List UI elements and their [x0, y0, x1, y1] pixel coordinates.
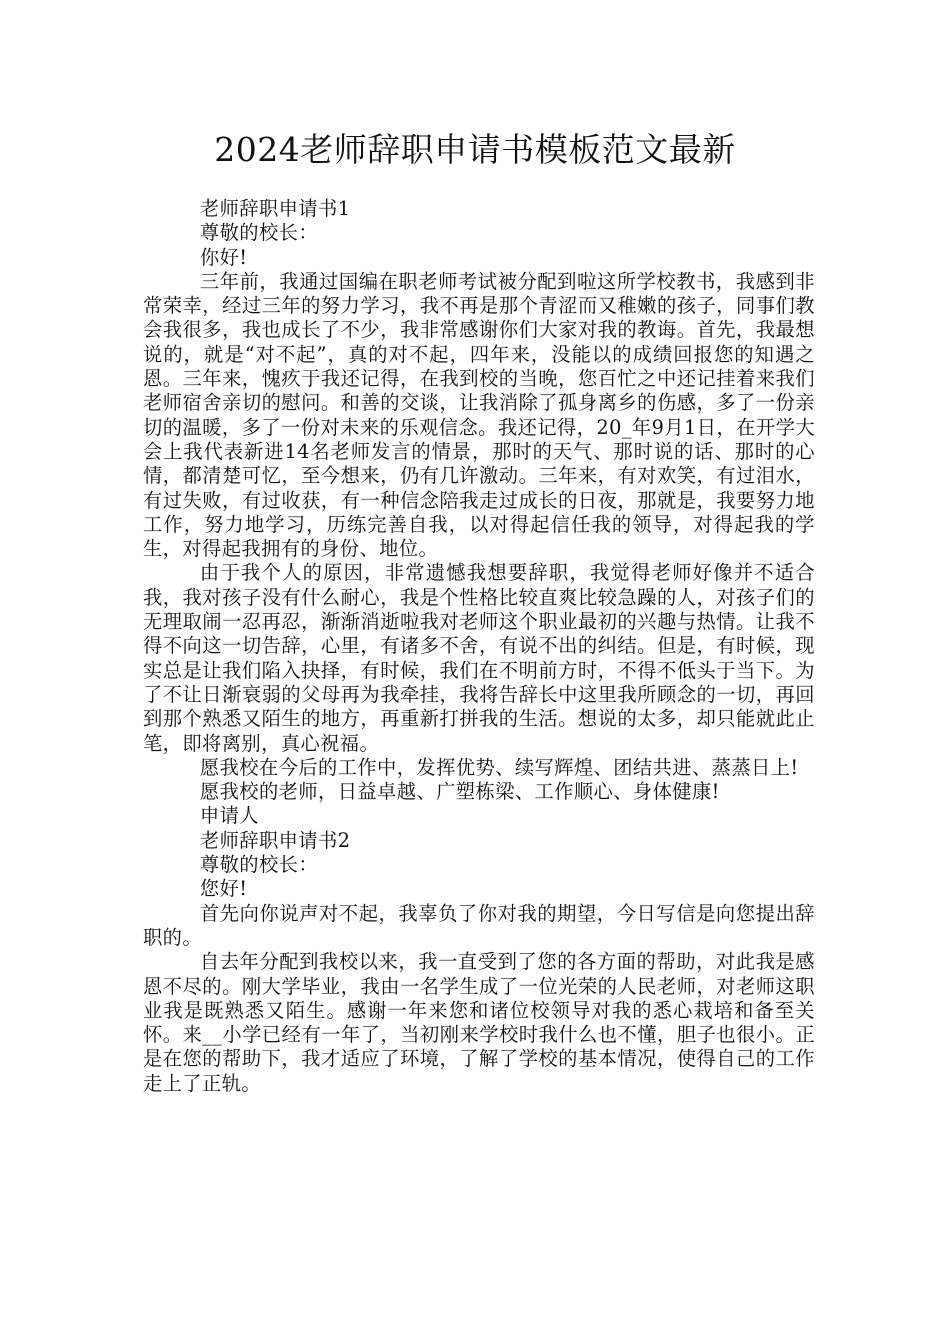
letter1-salutation: 尊敬的校长： — [199, 221, 319, 245]
letter1-paragraph: 三年前，我通过国编在职老师考试被分配到啦这所学校教书，我感到非常荣幸，经过三年的努力学习，我不再是那个青涩而又稚嫩的孩子，同事们教会我很多，我也成长了不少，我非常感谢你们大家对我的教诲。首先，我最想说的，就是“对不起”，真的对不起，四年来，没能以的成绩回报您的知遇之恩。三年来，愧疚于我还记得，在我到校的当晚，您百忙之中还记挂着来我们老师宿舍亲切的慰问。和善的交谈，让我消除了孤身离乡的伤感，多了一份亲切的温暖，多了一份对未来的乐观信念。我还记得，20_年9月1日，在开学大会上我代表新进14名老师发言的情景，那时的天气、那时说的话、那时的心情，都清楚可忆，至今想来，仍有几许激动。三年来，有对欢笑，有过泪水，有过失败，有过收获，有一种信念陪我走过成长的日夜，那就是，我要努力地工作，努力地学习，历练完善自我，以对得起信任我的领导，对得起我的学生，对得起我拥有的身份、地位。 — [143, 269, 815, 561]
letter2-paragraph: 首先向你说声对不起，我辜负了你对我的期望，今日写信是向您提出辞职的。 — [143, 901, 815, 949]
letter1-paragraph: 由于我个人的原因，非常遗憾我想要辞职，我觉得老师好像并不适合我，我对孩子没有什么耐心，我是个性格比较直爽比较急躁的人，对孩子们的无理取闹一忍再忍，渐渐消逝啦我对老师这个职业最初的兴趣与热情。让我不得不向这一切告辞，心里，有诸多不舍，有说不出的纠结。但是，有时候，现实总是让我们陷入抉择，有时候，我们在不明前方时，不得不低头于当下。为了不让日渐衰弱的父母再为我牵挂，我将告辞长中这里我所顾念的一切，再回到那个熟悉又陌生的地方，再重新打拼我的生活。想说的太多，却只能就此止笔，即将离别，真心祝福。 — [143, 561, 815, 755]
letter2-greeting: 您好! — [199, 877, 248, 901]
document-body — [143, 197, 815, 1096]
letter2-heading: 老师辞职申请书2 — [199, 828, 351, 852]
letter1-heading: 老师辞职申请书1 — [199, 197, 351, 220]
letter2-paragraph: 自去年分配到我校以来，我一直受到了您的各方面的帮助，对此我是感恩不尽的。刚大学毕业，我由一名学生成了一位光荣的人民老师，对老师这职业我是既熟悉又陌生。感谢一年来您和诸位校领导对我的悉心栽培和备至关怀。来__小学已经有一年了，当初刚来学校时我什么也不懂，胆子也很小。正是在您的帮助下，我才适应了环境，了解了学校的基本情况，使得自己的工作走上了正轨。 — [143, 950, 815, 1095]
letter1-wish: 愿我校在今后的工作中，发挥优势、续写辉煌、团结共进、蒸蒸日上! — [199, 755, 799, 779]
letter1-signature: 申请人 — [199, 804, 259, 828]
document-title: 2024老师辞职申请书模板范文最新 — [214, 130, 736, 169]
letter2-salutation: 尊敬的校长： — [199, 853, 319, 877]
letter1-greeting: 你好! — [199, 245, 248, 269]
letter1-wish: 愿我校的老师，日益卓越、广塑栋梁、工作顺心、身体健康! — [199, 780, 720, 804]
